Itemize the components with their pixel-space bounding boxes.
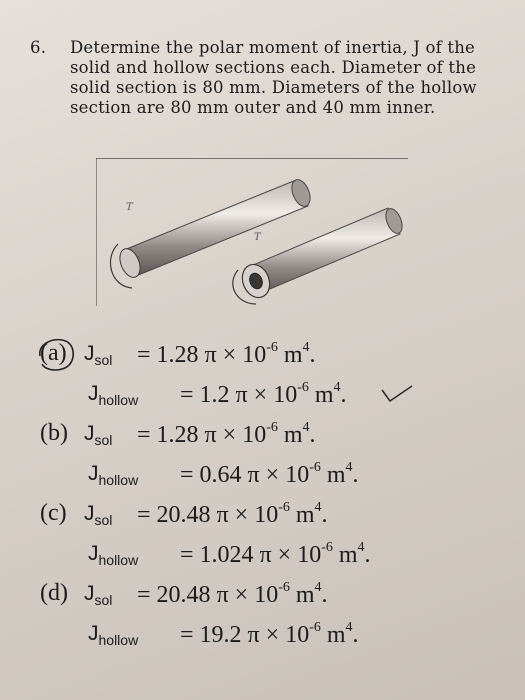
option-c-solid-value: = 20.48 $\pi \times 10^{-6}$ $m^4$. xyxy=(137,500,328,528)
option-b-hollow-row[interactable] xyxy=(40,460,500,494)
check-mark-icon xyxy=(380,382,414,404)
option-c-hollow-row[interactable] xyxy=(40,540,500,574)
option-b-hollow-symbol: $J_{hollow}$ xyxy=(88,462,139,488)
option-d-hollow-row[interactable] xyxy=(40,620,500,654)
option-d-hollow-symbol: $J_{hollow}$ xyxy=(88,622,139,648)
shafts-illustration xyxy=(96,158,408,306)
option-c-hollow-value: = 1.024 $\pi \times 10^{-6}$ $m^4$. xyxy=(180,540,371,568)
option-c-solid-symbol: $J_{sol}$ xyxy=(84,502,113,528)
option-b-hollow-value: = 0.64 $\pi \times 10^{-6}$ $m^4$. xyxy=(180,460,359,488)
torque-label-left: T xyxy=(126,202,133,213)
option-b-solid-value: = 1.28 $\pi \times 10^{-6}$ $m^4$. xyxy=(137,420,316,448)
option-c-letter: (c) xyxy=(40,500,67,526)
question-number: 6. xyxy=(30,38,47,57)
option-d-hollow-value: = 19.2 $\pi \times 10^{-6}$ $m^4$. xyxy=(180,620,359,648)
option-d-solid-symbol: $J_{sol}$ xyxy=(84,582,113,608)
question-text: Determine the polar moment of inertia, J of the solid and hollow sections each. Diameter of the solid section is 80 mm. Diameters of the hollow section are 80 mm outer and 40 mm inner. xyxy=(70,38,477,117)
option-a-solid-row[interactable] xyxy=(40,340,500,374)
option-d-letter: (d) xyxy=(40,580,68,606)
option-a-solid-symbol: $J_{sol}$ xyxy=(84,342,113,368)
option-b-solid-symbol: $J_{sol}$ xyxy=(84,422,113,448)
option-b-solid-row[interactable] xyxy=(40,420,500,454)
option-a-hollow-symbol: $J_{hollow}$ xyxy=(88,382,139,408)
torque-label-right: T xyxy=(254,232,261,243)
option-a-solid-value: = 1.28 $\pi \times 10^{-6}$ $m^4$. xyxy=(137,340,316,368)
option-a-letter: (a) xyxy=(40,340,67,366)
option-a-hollow-value: = 1.2 $\pi \times 10^{-6}$ $m^4$. xyxy=(180,380,347,408)
option-c-hollow-symbol: $J_{hollow}$ xyxy=(88,542,139,568)
option-c-solid-row[interactable] xyxy=(40,500,500,534)
shaft-figure xyxy=(96,158,408,306)
option-a-hollow-row[interactable] xyxy=(40,380,500,414)
option-b-letter: (b) xyxy=(40,420,68,446)
option-d-solid-row[interactable] xyxy=(40,580,500,614)
option-d-solid-value: = 20.48 $\pi \times 10^{-6}$ $m^4$. xyxy=(137,580,328,608)
